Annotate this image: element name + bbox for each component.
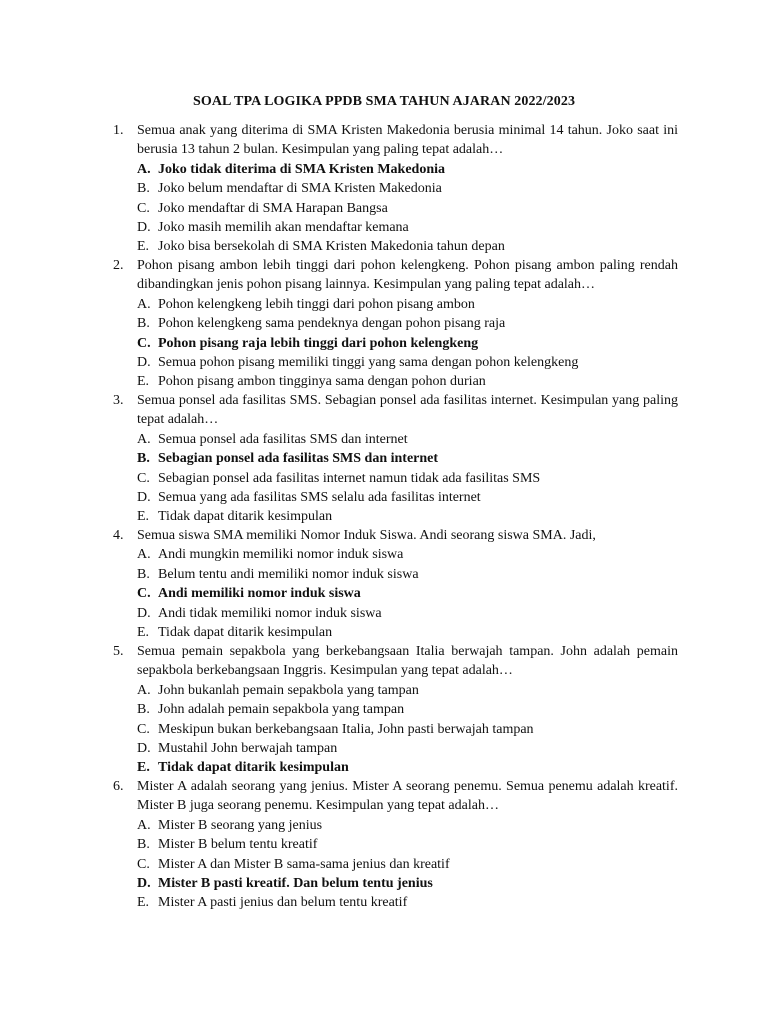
option-letter: E. [137, 509, 150, 525]
option-b [137, 314, 678, 333]
option-b [137, 565, 678, 584]
option-text: Joko tidak diterima di SMA Kristen Makedonia [158, 161, 446, 177]
question-2 [113, 256, 678, 392]
option-letter: A. [137, 547, 151, 563]
option-letter: D. [137, 220, 151, 236]
option-d [137, 874, 678, 893]
option-text: Pohon kelengkeng sama pendeknya dengan pohon pisang raja [158, 316, 506, 332]
option-list [137, 681, 678, 778]
option-e [137, 237, 678, 256]
option-e [137, 623, 678, 642]
option-text: Mister A dan Mister B sama-sama jenius dan kreatif [158, 856, 450, 872]
option-letter: E. [137, 760, 150, 776]
option-text: Joko bisa bersekolah di SMA Kristen Makedonia tahun depan [158, 239, 505, 255]
option-letter: E. [137, 374, 150, 390]
option-text: Semua ponsel ada fasilitas SMS dan internet [158, 431, 408, 447]
question-number: 3. [113, 393, 124, 408]
option-letter: B. [137, 702, 150, 718]
option-letter: C. [137, 335, 151, 351]
option-letter: C. [137, 586, 151, 602]
question-number: 4. [113, 528, 124, 543]
option-c [137, 720, 678, 739]
question-text: Mister A adalah seorang yang jenius. Mister A seorang penemu. Semua penemu adalah kreatif. Mister B juga seorang penemu. Kesimpulan yang tepat adalah… [137, 779, 678, 814]
option-text: Mister B seorang yang jenius [158, 817, 323, 833]
option-d [137, 604, 678, 623]
question-number: 2. [113, 258, 124, 273]
option-letter: C. [137, 470, 150, 486]
option-text: Joko masih memilih akan mendaftar kemana [158, 220, 409, 236]
option-letter: A. [137, 817, 151, 833]
option-letter: B. [137, 451, 150, 467]
option-letter: B. [137, 316, 150, 332]
option-list [137, 816, 678, 913]
option-text: Mister B pasti kreatif. Dan belum tentu jenius [158, 876, 433, 892]
option-letter: D. [137, 355, 151, 371]
option-e [137, 893, 678, 912]
option-text: Sebagian ponsel ada fasilitas internet namun tidak ada fasilitas SMS [158, 470, 541, 486]
option-text: Pohon pisang raja lebih tinggi dari pohon kelengkeng [158, 335, 479, 351]
option-d [137, 218, 678, 237]
option-letter: A. [137, 161, 151, 177]
option-list [137, 545, 678, 642]
option-letter: E. [137, 625, 150, 641]
option-a [137, 545, 678, 564]
option-letter: B. [137, 837, 150, 853]
option-text: Mustahil John berwajah tampan [158, 741, 338, 757]
option-letter: A. [137, 296, 151, 312]
option-text: Semua yang ada fasilitas SMS selalu ada fasilitas internet [158, 490, 481, 506]
question-text: Semua siswa SMA memiliki Nomor Induk Siswa. Andi seorang siswa SMA. Jadi, [137, 528, 596, 543]
question-text: Semua anak yang diterima di SMA Kristen Makedonia berusia minimal 14 tahun. Joko saat ini berusia 13 tahun 2 bulan. Kesimpulan yang paling tepat adalah… [137, 123, 678, 158]
option-c [137, 334, 678, 353]
option-b [137, 449, 678, 468]
question-5 [113, 642, 678, 778]
option-text: Pohon pisang ambon tingginya sama dengan pohon durian [158, 374, 486, 390]
option-e [137, 758, 678, 777]
question-6 [113, 777, 678, 913]
question-3 [113, 391, 678, 527]
option-b [137, 835, 678, 854]
option-a [137, 160, 678, 179]
option-text: Andi memiliki nomor induk siswa [158, 586, 361, 602]
option-text: Mister A pasti jenius dan belum tentu kreatif [158, 895, 408, 911]
option-c [137, 855, 678, 874]
option-letter: A. [137, 682, 151, 698]
option-text: Andi tidak memiliki nomor induk siswa [158, 605, 382, 621]
option-text: Pohon kelengkeng lebih tinggi dari pohon pisang ambon [158, 296, 475, 312]
option-c [137, 199, 678, 218]
question-number: 6. [113, 779, 124, 794]
document-title: SOAL TPA LOGIKA PPDB SMA TAHUN AJARAN 2022/2023 [192, 94, 576, 109]
option-letter: C. [137, 721, 150, 737]
option-list [137, 295, 678, 392]
option-text: Andi mungkin memiliki nomor induk siswa [158, 547, 404, 563]
option-c [137, 584, 678, 603]
question-text: Pohon pisang ambon lebih tinggi dari pohon kelengkeng. Pohon pisang ambon paling rendah dibandingkan jenis pohon pisang lainnya. Kesimpulan yang paling tepat adalah… [137, 258, 678, 293]
option-letter: C. [137, 200, 150, 216]
option-letter: E. [137, 239, 150, 255]
option-text: John adalah pemain sepakbola yang tampan [158, 702, 405, 718]
option-text: John bukanlah pemain sepakbola yang tampan [158, 682, 419, 698]
question-1 [113, 121, 678, 257]
option-e [137, 507, 678, 526]
option-letter: D. [137, 876, 151, 892]
option-a [137, 430, 678, 449]
question-text: Semua pemain sepakbola yang berkebangsaan Italia berwajah tampan. John adalah pemain sepakbola berkebangsaan Inggris. Kesimpulan yang tepat adalah… [137, 644, 678, 679]
option-text: Mister B belum tentu kreatif [158, 837, 318, 853]
option-letter: B. [137, 181, 150, 197]
option-text: Tidak dapat ditarik kesimpulan [158, 625, 333, 641]
option-a [137, 295, 678, 314]
option-letter: D. [137, 605, 151, 621]
option-text: Meskipun bukan berkebangsaan Italia, John pasti berwajah tampan [158, 721, 534, 737]
option-letter: D. [137, 741, 151, 757]
option-letter: D. [137, 490, 151, 506]
option-letter: B. [137, 566, 150, 582]
option-letter: E. [137, 895, 150, 911]
option-text: Semua pohon pisang memiliki tinggi yang sama dengan pohon kelengkeng [158, 355, 579, 371]
option-text: Tidak dapat ditarik kesimpulan [158, 509, 333, 525]
option-text: Joko mendaftar di SMA Harapan Bangsa [158, 200, 388, 216]
option-c [137, 469, 678, 488]
option-text: Belum tentu andi memiliki nomor induk siswa [158, 566, 419, 582]
option-text: Tidak dapat ditarik kesimpulan [158, 760, 349, 776]
option-d [137, 739, 678, 758]
option-d [137, 488, 678, 507]
option-text: Sebagian ponsel ada fasilitas SMS dan internet [158, 451, 439, 467]
question-text: Semua ponsel ada fasilitas SMS. Sebagian ponsel ada fasilitas internet. Kesimpulan yang paling tepat adalah… [137, 393, 678, 428]
option-a [137, 681, 678, 700]
option-d [137, 353, 678, 372]
option-list [137, 160, 678, 257]
option-list [137, 430, 678, 527]
option-a [137, 816, 678, 835]
option-b [137, 179, 678, 198]
option-letter: A. [137, 431, 151, 447]
question-number: 5. [113, 644, 124, 659]
option-letter: C. [137, 856, 150, 872]
option-b [137, 700, 678, 719]
question-4 [113, 526, 678, 642]
option-text: Joko belum mendaftar di SMA Kristen Makedonia [158, 181, 442, 197]
option-e [137, 372, 678, 391]
question-number: 1. [113, 123, 124, 138]
